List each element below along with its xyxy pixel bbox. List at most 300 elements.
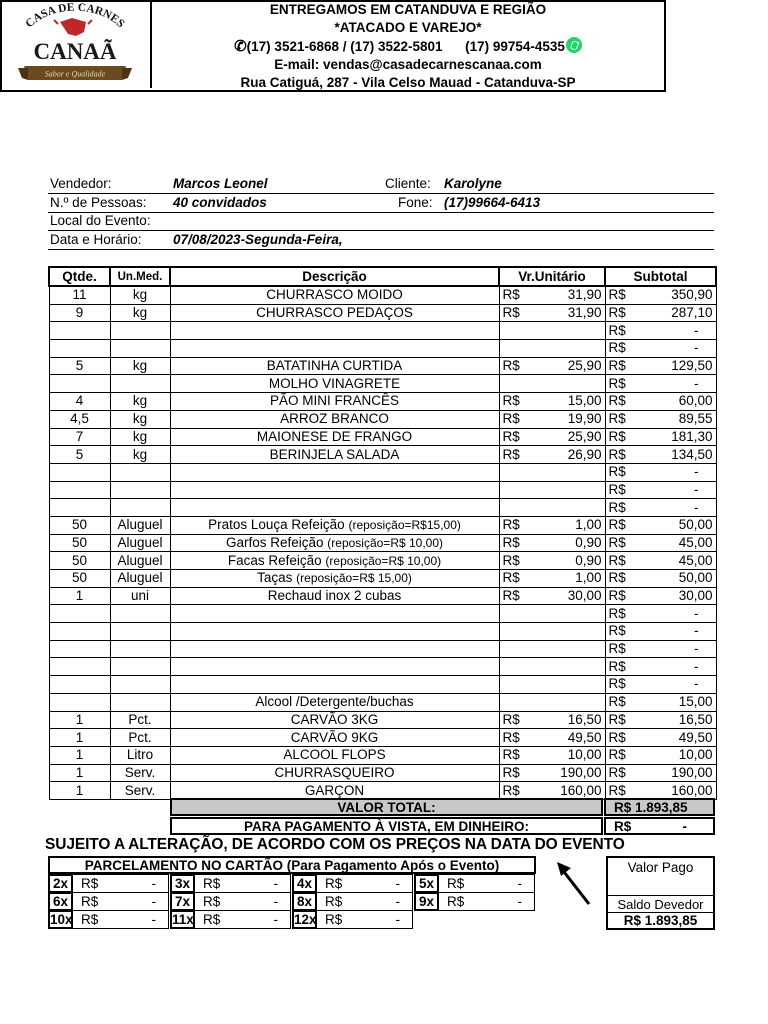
phone-icon: ✆ bbox=[234, 38, 247, 55]
unit-price: 15,00 bbox=[567, 393, 602, 409]
cell-descricao bbox=[170, 552, 499, 570]
cell-unmed bbox=[110, 623, 170, 641]
fone-value: (17)99664-6413 bbox=[444, 195, 541, 210]
cell-vrunitario bbox=[499, 552, 605, 570]
cell-qtde: 11 bbox=[49, 286, 110, 304]
item-note: (reposição=R$ 10,00) bbox=[325, 553, 442, 568]
currency-label: R$ bbox=[608, 534, 626, 550]
currency-label: R$ bbox=[81, 894, 99, 909]
info-row-data bbox=[48, 231, 714, 250]
valor-pago-label: Valor Pago bbox=[627, 860, 694, 875]
unit-price: 25,90 bbox=[567, 428, 602, 444]
unit-price: 10,00 bbox=[567, 747, 602, 763]
table-row bbox=[49, 711, 716, 729]
installment-amount: - bbox=[151, 912, 156, 927]
unit-price: 190,00 bbox=[560, 764, 602, 780]
store-header bbox=[0, 0, 666, 92]
item-description: CHURRASQUEIRO bbox=[274, 764, 395, 780]
subtotal-value: 60,00 bbox=[678, 393, 713, 409]
cell-subtotal bbox=[605, 534, 716, 552]
table-row bbox=[49, 499, 716, 517]
table-row bbox=[49, 428, 716, 446]
cell-descricao bbox=[170, 393, 499, 411]
unit-price: 31,90 bbox=[567, 287, 602, 303]
cliente-value: Karolyne bbox=[444, 176, 502, 191]
subtotal-value: 15,00 bbox=[678, 694, 713, 710]
installment-amount: - bbox=[395, 894, 400, 909]
table-row bbox=[49, 534, 716, 552]
cell-descricao bbox=[170, 322, 499, 340]
cell-subtotal bbox=[605, 693, 716, 711]
installment-amount: - bbox=[273, 876, 278, 891]
item-description: MOLHO VINAGRETE bbox=[268, 375, 401, 391]
logo-graphic bbox=[0, 0, 150, 88]
currency-label: R$ bbox=[608, 711, 626, 727]
cell-descricao bbox=[170, 570, 499, 588]
saldo-devedor-value: R$ 1.893,85 bbox=[608, 912, 713, 929]
cell-qtde: 1 bbox=[49, 711, 110, 729]
currency-label: R$ bbox=[608, 358, 626, 374]
cell-vrunitario bbox=[499, 286, 605, 304]
whatsapp-icon bbox=[566, 37, 582, 53]
currency-label: R$ bbox=[608, 375, 626, 391]
installment-amount: - bbox=[395, 912, 400, 927]
currency-label: R$ bbox=[325, 876, 343, 891]
unit-price: 19,90 bbox=[567, 411, 602, 427]
header-whatsapp: (17) 99754-4535 bbox=[465, 39, 565, 54]
cell-unmed bbox=[110, 481, 170, 499]
subtotal-value: 45,00 bbox=[678, 552, 713, 568]
cell-descricao bbox=[170, 286, 499, 304]
cell-vrunitario bbox=[499, 764, 605, 782]
cell-descricao bbox=[170, 428, 499, 446]
item-description: BATATINHA CURTIDA bbox=[266, 358, 403, 374]
cell-vrunitario bbox=[499, 393, 605, 411]
subtotal-value: - bbox=[694, 641, 699, 657]
cell-qtde bbox=[49, 375, 110, 393]
subtotal-value: 89,55 bbox=[678, 411, 713, 427]
cell-unmed: Pct. bbox=[110, 729, 170, 747]
cell-subtotal bbox=[605, 516, 716, 534]
cell-descricao bbox=[170, 446, 499, 464]
currency-label: R$ bbox=[502, 729, 520, 745]
subtotal-value: - bbox=[694, 605, 699, 621]
cell-subtotal bbox=[605, 322, 716, 340]
cell-vrunitario bbox=[499, 340, 605, 358]
cell-qtde bbox=[49, 658, 110, 676]
subtotal-value: 45,00 bbox=[678, 534, 713, 550]
currency-label: R$ bbox=[608, 676, 626, 692]
cell-qtde bbox=[49, 340, 110, 358]
subtotal-value: 50,00 bbox=[678, 517, 713, 533]
cell-subtotal bbox=[605, 640, 716, 658]
item-description: Facas Refeição bbox=[227, 552, 322, 568]
cell-descricao bbox=[170, 729, 499, 747]
currency-label: R$ bbox=[502, 711, 520, 727]
subtotal-value: 49,50 bbox=[678, 729, 713, 745]
cell-qtde bbox=[49, 481, 110, 499]
cell-descricao bbox=[170, 676, 499, 694]
subtotal-value: - bbox=[694, 464, 699, 480]
col-header-vrunitario: Vr.Unitário bbox=[499, 267, 605, 286]
cell-subtotal bbox=[605, 340, 716, 358]
cell-qtde bbox=[49, 463, 110, 481]
unit-price: 0,90 bbox=[575, 534, 602, 550]
currency-label: R$ bbox=[502, 764, 520, 780]
currency-label: R$ bbox=[447, 894, 465, 909]
cell-descricao bbox=[170, 605, 499, 623]
cell-vrunitario bbox=[499, 729, 605, 747]
currency-label: R$ bbox=[325, 894, 343, 909]
cell-qtde: 1 bbox=[49, 746, 110, 764]
cell-unmed: kg bbox=[110, 393, 170, 411]
header-text bbox=[152, 0, 664, 89]
installment-value bbox=[195, 874, 291, 893]
installment-count: 11x bbox=[172, 912, 194, 927]
cell-unmed: Aluguel bbox=[110, 570, 170, 588]
cell-vrunitario bbox=[499, 410, 605, 428]
installment-value bbox=[73, 874, 169, 893]
cell-qtde: 50 bbox=[49, 516, 110, 534]
cell-subtotal bbox=[605, 587, 716, 605]
installment-count: 9x bbox=[414, 892, 439, 911]
cell-qtde: 4 bbox=[49, 393, 110, 411]
cell-unmed: Litro bbox=[110, 746, 170, 764]
item-description: GARÇON bbox=[304, 782, 365, 798]
table-row bbox=[49, 340, 716, 358]
currency-label: R$ bbox=[447, 876, 465, 891]
cell-subtotal bbox=[605, 375, 716, 393]
cell-vrunitario bbox=[499, 658, 605, 676]
cell-unmed bbox=[110, 322, 170, 340]
currency-label: R$ bbox=[608, 588, 626, 604]
cell-unmed bbox=[110, 375, 170, 393]
currency-label: R$ bbox=[608, 658, 626, 674]
installment-count: 6x bbox=[48, 892, 73, 911]
cell-vrunitario bbox=[499, 516, 605, 534]
cell-subtotal bbox=[605, 357, 716, 375]
subtotal-value: - bbox=[694, 658, 699, 674]
header-phones: (17) 3521-6868 / (17) 3522-5801 bbox=[246, 39, 443, 54]
installment-value bbox=[317, 892, 413, 911]
installment-value bbox=[195, 910, 291, 929]
cell-vrunitario bbox=[499, 499, 605, 517]
cell-unmed bbox=[110, 340, 170, 358]
cell-unmed bbox=[110, 658, 170, 676]
cell-vrunitario bbox=[499, 357, 605, 375]
table-row bbox=[49, 446, 716, 464]
pessoas-value: 40 convidados bbox=[173, 195, 267, 210]
item-description: MAIONESE DE FRANGO bbox=[256, 428, 413, 444]
unit-price: 16,50 bbox=[567, 711, 602, 727]
item-note: (reposição=R$15,00) bbox=[348, 518, 461, 533]
cell-vrunitario bbox=[499, 428, 605, 446]
cell-unmed: Serv. bbox=[110, 782, 170, 800]
cell-unmed bbox=[110, 499, 170, 517]
cell-subtotal bbox=[605, 658, 716, 676]
info-row-local bbox=[48, 212, 714, 231]
cell-qtde: 50 bbox=[49, 534, 110, 552]
cell-subtotal bbox=[605, 746, 716, 764]
cell-subtotal bbox=[605, 764, 716, 782]
subtotal-value: - bbox=[694, 623, 699, 639]
installment-count: 5x bbox=[414, 874, 439, 893]
unit-price: 26,90 bbox=[567, 446, 602, 462]
cash-label: PARA PAGAMENTO À VISTA, EM DINHEIRO: bbox=[170, 817, 603, 835]
cell-descricao bbox=[170, 640, 499, 658]
item-description: CHURRASCO PEDAÇOS bbox=[256, 305, 413, 321]
cell-subtotal bbox=[605, 676, 716, 694]
installment-amount: - bbox=[517, 894, 522, 909]
currency-label: R$ bbox=[502, 305, 520, 321]
total-value: R$ 1.893,85 bbox=[604, 798, 715, 816]
cell-descricao bbox=[170, 357, 499, 375]
info-row-pessoas bbox=[48, 194, 714, 213]
cell-qtde bbox=[49, 499, 110, 517]
cell-descricao bbox=[170, 499, 499, 517]
cell-qtde bbox=[49, 322, 110, 340]
cell-descricao bbox=[170, 623, 499, 641]
vendedor-value: Marcos Leonel bbox=[173, 176, 268, 191]
currency-label: R$ bbox=[608, 411, 626, 427]
subtotal-value: 134,50 bbox=[671, 446, 713, 462]
unit-price: 31,90 bbox=[567, 305, 602, 321]
cell-vrunitario bbox=[499, 640, 605, 658]
table-row bbox=[49, 764, 716, 782]
cell-vrunitario bbox=[499, 322, 605, 340]
item-description: CARVÃO 3KG bbox=[290, 711, 379, 727]
table-row bbox=[49, 570, 716, 588]
cell-qtde: 9 bbox=[49, 304, 110, 322]
table-row bbox=[49, 729, 716, 747]
subtotal-value: 287,10 bbox=[671, 305, 713, 321]
cell-unmed: kg bbox=[110, 428, 170, 446]
unit-price: 49,50 bbox=[567, 729, 602, 745]
col-header-qtde: Qtde. bbox=[49, 267, 110, 286]
cash-currency: R$ bbox=[614, 819, 632, 834]
data-value: 07/08/2023-Segunda-Feira, bbox=[173, 232, 343, 247]
currency-label: R$ bbox=[203, 912, 221, 927]
cell-qtde: 7 bbox=[49, 428, 110, 446]
currency-label: R$ bbox=[608, 764, 626, 780]
currency-label: R$ bbox=[325, 912, 343, 927]
cell-subtotal bbox=[605, 605, 716, 623]
cell-unmed bbox=[110, 693, 170, 711]
table-row bbox=[49, 393, 716, 411]
cell-descricao bbox=[170, 746, 499, 764]
cell-unmed: kg bbox=[110, 446, 170, 464]
currency-label: R$ bbox=[608, 464, 626, 480]
items-table bbox=[48, 266, 717, 800]
arrow-icon bbox=[555, 860, 595, 910]
installment-value bbox=[73, 892, 169, 911]
cell-unmed: kg bbox=[110, 286, 170, 304]
currency-label: R$ bbox=[608, 570, 626, 586]
cell-qtde: 1 bbox=[49, 782, 110, 800]
cell-qtde: 4,5 bbox=[49, 410, 110, 428]
table-row bbox=[49, 658, 716, 676]
currency-label: R$ bbox=[608, 305, 626, 321]
table-row bbox=[49, 481, 716, 499]
cell-unmed bbox=[110, 640, 170, 658]
currency-label: R$ bbox=[608, 393, 626, 409]
table-row bbox=[49, 746, 716, 764]
cell-vrunitario bbox=[499, 481, 605, 499]
currency-label: R$ bbox=[608, 340, 626, 356]
col-header-subtotal: Subtotal bbox=[605, 267, 716, 286]
subtotal-value: - bbox=[694, 499, 699, 515]
subtotal-value: - bbox=[694, 481, 699, 497]
cash-row bbox=[170, 817, 715, 835]
cell-vrunitario bbox=[499, 570, 605, 588]
cell-unmed: uni bbox=[110, 587, 170, 605]
item-note: (reposição=R$ 15,00) bbox=[296, 571, 412, 586]
installment-amount: - bbox=[151, 876, 156, 891]
cell-qtde: 1 bbox=[49, 729, 110, 747]
currency-label: R$ bbox=[608, 517, 626, 533]
cell-subtotal bbox=[605, 428, 716, 446]
cell-vrunitario bbox=[499, 446, 605, 464]
table-row bbox=[49, 587, 716, 605]
currency-label: R$ bbox=[502, 287, 520, 303]
item-description: ARROZ BRANCO bbox=[280, 411, 389, 427]
currency-label: R$ bbox=[608, 641, 626, 657]
currency-label: R$ bbox=[81, 876, 99, 891]
currency-label: R$ bbox=[608, 322, 626, 338]
cell-qtde: 1 bbox=[49, 764, 110, 782]
subtotal-value: 129,50 bbox=[671, 358, 713, 374]
installment-value bbox=[317, 910, 413, 929]
item-description: ALCOOL FLOPS bbox=[283, 747, 386, 763]
cell-vrunitario bbox=[499, 534, 605, 552]
local-label: Local do Evento: bbox=[50, 213, 151, 228]
item-note: (reposição=R$ 10,00) bbox=[327, 535, 444, 550]
table-row bbox=[49, 676, 716, 694]
subtotal-value: - bbox=[694, 322, 699, 338]
currency-label: R$ bbox=[502, 747, 520, 763]
currency-label: R$ bbox=[608, 729, 626, 745]
cell-subtotal bbox=[605, 499, 716, 517]
cell-vrunitario bbox=[499, 693, 605, 711]
cell-vrunitario bbox=[499, 623, 605, 641]
currency-label: R$ bbox=[608, 694, 626, 710]
cell-vrunitario bbox=[499, 605, 605, 623]
item-description: PÃO MINI FRANCÊS bbox=[269, 393, 399, 409]
currency-label: R$ bbox=[203, 894, 221, 909]
unit-price: 0,90 bbox=[575, 552, 602, 568]
subtotal-value: 10,00 bbox=[678, 747, 713, 763]
store-logo bbox=[0, 0, 152, 88]
installment-count: 10x bbox=[50, 912, 73, 927]
cell-subtotal bbox=[605, 729, 716, 747]
cash-value-cell bbox=[604, 817, 715, 835]
currency-label: R$ bbox=[502, 446, 520, 462]
item-description: Taças bbox=[257, 570, 293, 586]
currency-label: R$ bbox=[608, 287, 626, 303]
cell-vrunitario bbox=[499, 587, 605, 605]
currency-label: R$ bbox=[502, 517, 520, 533]
cell-subtotal bbox=[605, 711, 716, 729]
cell-unmed bbox=[110, 463, 170, 481]
total-label: VALOR TOTAL: bbox=[170, 798, 603, 816]
unit-price: 1,00 bbox=[575, 570, 602, 586]
data-label: Data e Horário: bbox=[50, 232, 142, 247]
item-description: Rechaud inox 2 cubas bbox=[267, 588, 402, 604]
installment-amount: - bbox=[395, 876, 400, 891]
installment-value bbox=[439, 874, 535, 893]
payment-box bbox=[606, 856, 715, 930]
subtotal-value: 190,00 bbox=[671, 764, 713, 780]
item-description: Garfos Refeição bbox=[225, 534, 324, 550]
installment-value bbox=[73, 910, 169, 929]
table-row bbox=[49, 410, 716, 428]
table-row bbox=[49, 322, 716, 340]
cell-descricao bbox=[170, 658, 499, 676]
subtotal-value: 350,90 bbox=[671, 287, 713, 303]
unit-price: 30,00 bbox=[567, 588, 602, 604]
cell-subtotal bbox=[605, 463, 716, 481]
cell-unmed: Aluguel bbox=[110, 516, 170, 534]
bull-icon bbox=[60, 18, 86, 36]
cliente-label: Cliente: bbox=[385, 176, 431, 191]
cell-qtde: 50 bbox=[49, 552, 110, 570]
col-header-unmed: Un.Med. bbox=[110, 267, 170, 286]
cell-descricao bbox=[170, 463, 499, 481]
currency-label: R$ bbox=[608, 782, 626, 798]
cell-vrunitario bbox=[499, 463, 605, 481]
cell-subtotal bbox=[605, 570, 716, 588]
table-row bbox=[49, 623, 716, 641]
cell-subtotal bbox=[605, 410, 716, 428]
table-row bbox=[49, 552, 716, 570]
header-email: E-mail: vendas@casadecarnescanaa.com bbox=[274, 57, 542, 72]
installment-amount: - bbox=[151, 894, 156, 909]
currency-label: R$ bbox=[502, 411, 520, 427]
header-line-1: ENTREGAMOS EM CATANDUVA E REGIÃO bbox=[269, 2, 547, 17]
currency-label: R$ bbox=[81, 912, 99, 927]
cell-vrunitario bbox=[499, 676, 605, 694]
subtotal-value: 160,00 bbox=[671, 782, 713, 798]
table-row bbox=[49, 605, 716, 623]
cell-qtde bbox=[49, 623, 110, 641]
installment-count: 2x bbox=[48, 874, 73, 893]
currency-label: R$ bbox=[502, 428, 520, 444]
installment-amount: - bbox=[273, 894, 278, 909]
table-row bbox=[49, 375, 716, 393]
subtotal-value: 16,50 bbox=[678, 711, 713, 727]
table-row bbox=[49, 463, 716, 481]
col-header-descricao: Descrição bbox=[170, 267, 499, 286]
cell-subtotal bbox=[605, 286, 716, 304]
table-row bbox=[49, 357, 716, 375]
table-row bbox=[49, 304, 716, 322]
cell-descricao bbox=[170, 693, 499, 711]
installments-block bbox=[48, 856, 536, 930]
cell-unmed: kg bbox=[110, 357, 170, 375]
installment-value bbox=[195, 892, 291, 911]
cell-qtde: 5 bbox=[49, 357, 110, 375]
cell-descricao bbox=[170, 534, 499, 552]
cell-descricao bbox=[170, 340, 499, 358]
table-row bbox=[49, 516, 716, 534]
installment-count: 7x bbox=[170, 892, 195, 911]
currency-label: R$ bbox=[608, 552, 626, 568]
currency-label: R$ bbox=[502, 534, 520, 550]
installment-count: 4x bbox=[292, 874, 317, 893]
installment-value bbox=[439, 892, 535, 911]
cell-subtotal bbox=[605, 393, 716, 411]
item-description: CHURRASCO MOIDO bbox=[266, 287, 403, 303]
